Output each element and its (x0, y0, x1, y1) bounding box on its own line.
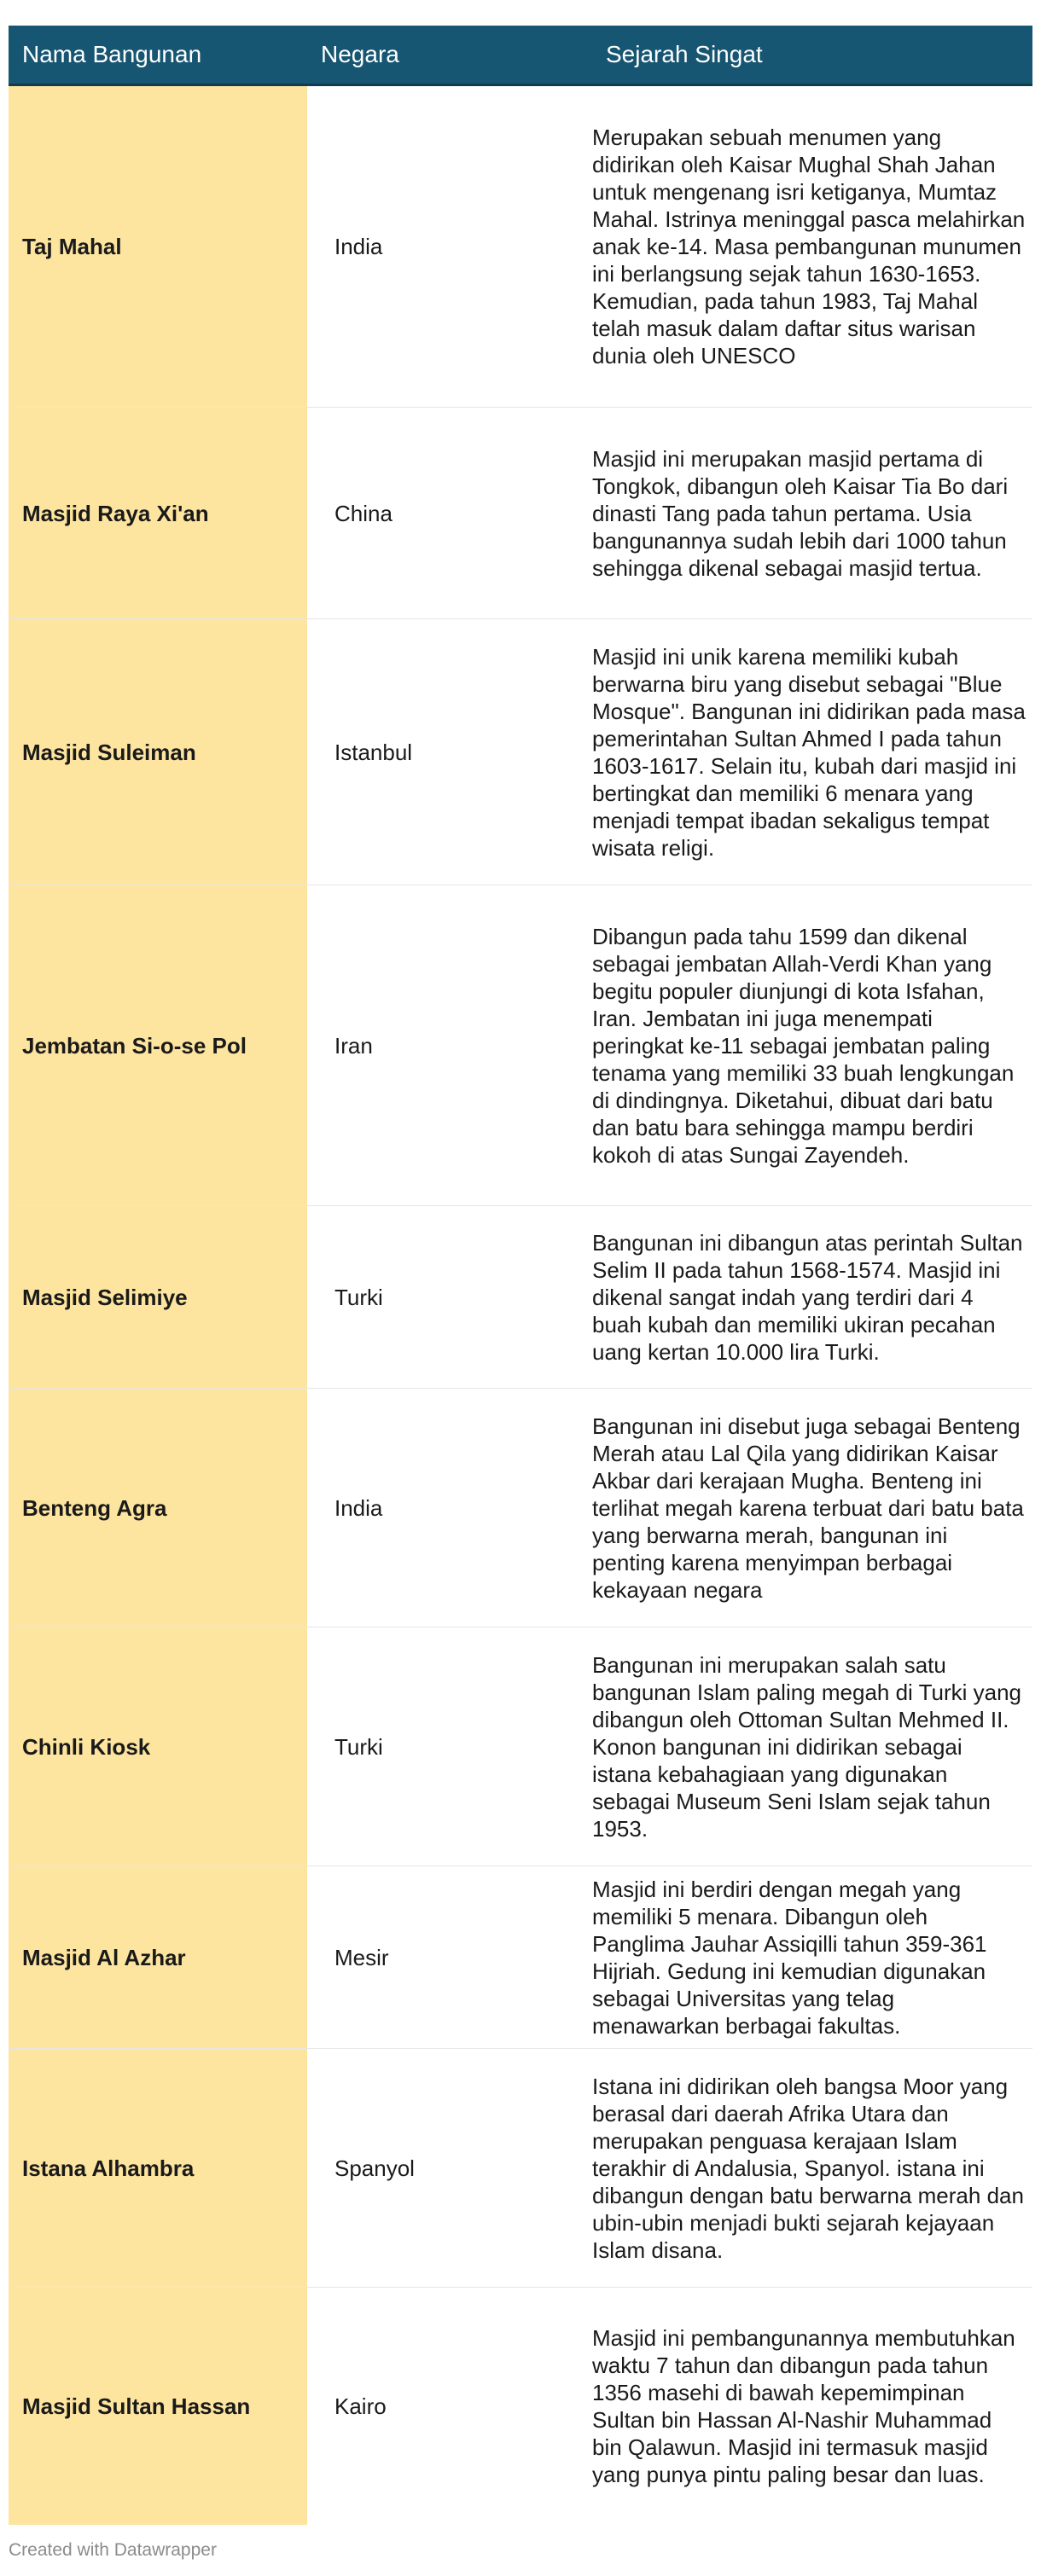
cell-negara: Turki (307, 1206, 592, 1389)
table-row (9, 1206, 1032, 1389)
cell-nama-bangunan: Taj Mahal (9, 85, 307, 408)
cell-sejarah: Masjid ini berdiri dengan megah yang memiliki 5 menara. Dibangun oleh Panglima Jauhar Assiqilli tahun 359-361 Hijriah. Gedung ini kemudian digunakan sebagai Universitas yang telag menawarkan berbagai fakultas. (592, 1866, 1032, 2049)
buildings-table (9, 26, 1032, 2525)
table-row (9, 2288, 1032, 2525)
table-row (9, 85, 1032, 408)
table-row (9, 885, 1032, 1206)
table-row (9, 1866, 1032, 2049)
cell-sejarah: Masjid ini pembangunannya membutuhkan waktu 7 tahun dan dibangun pada tahun 1356 masehi di bawah kepemimpinan Sultan bin Hassan Al-Nashir Muhammad bin Qalawun. Masjid ini termasuk masjid yang punya pintu paling besar dan luas. (592, 2324, 1015, 2487)
cell-negara: India (307, 85, 592, 408)
cell-nama-bangunan: Istana Alhambra (9, 2049, 307, 2288)
table-header (9, 26, 1032, 85)
cell-nama-bangunan: Masjid Suleiman (9, 619, 307, 885)
cell-negara: Istanbul (307, 619, 592, 885)
cell-sejarah: Bangunan ini merupakan salah satu bangunan Islam paling megah di Turki yang dibangun oleh Ottoman Sultan Mehmed II. Konon bangunan ini didirikan sebagai istana kebahagiaan yang digunakan sebagai Museum Seni Islam sejak tahun 1953. (592, 1627, 1032, 1866)
cell-negara: Spanyol (307, 2049, 592, 2288)
cell-nama-bangunan: Jembatan Si-o-se Pol (9, 885, 307, 1206)
cell-sejarah: Bangunan ini dibangun atas perintah Sultan Selim II pada tahun 1568-1574. Masjid ini dikenal sangat indah yang terdiri dari 4 buah kubah dan memiliki ukiran pecahan uang kertan 10.000 lira Turki. (592, 1206, 1032, 1389)
table-row (9, 408, 1032, 619)
cell-nama-bangunan: Masjid Sultan Hassan (9, 2288, 307, 2525)
header-row (9, 26, 1032, 85)
cell-sejarah: Masjid ini unik karena memiliki kubah berwarna biru yang disebut sebagai "Blue Mosque". Bangunan ini didirikan pada masa pemerintahan Sultan Ahmed I pada tahun 1603-1617. Selain itu, kubah dari masjid ini bertingkat dan memiliki 6 menara yang menjadi tempat ibadan sekaligus tempat wisata religi. (592, 619, 1032, 885)
datawrapper-credit[interactable]: Created with Datawrapper (9, 2540, 217, 2560)
column-header-nama-bangunan[interactable]: Nama Bangunan (9, 26, 307, 85)
cell-sejarah: Istana ini didirikan oleh bangsa Moor yang berasal dari daerah Afrika Utara dan merupakan penguasa kerajaan Islam terakhir di Andalusia, Spanyol. istana ini dibangun dengan batu berwarna merah dan ubin-ubin menjadi bukti sejarah kejayaan Islam disana. (592, 2049, 1032, 2288)
cell-nama-bangunan: Masjid Selimiye (9, 1206, 307, 1389)
cell-sejarah: Masjid ini merupakan masjid pertama di Tongkok, dibangun oleh Kaisar Tia Bo dari dinasti Tang pada tahun pertama. Usia bangunannya sudah lebih dari 1000 tahun sehingga dikenal sebagai masjid tertua. (592, 408, 1032, 619)
table-row (9, 619, 1032, 885)
cell-nama-bangunan: Masjid Al Azhar (9, 1866, 307, 2049)
cell-nama-bangunan: Masjid Raya Xi'an (9, 408, 307, 619)
table-body (9, 85, 1032, 2525)
cell-nama-bangunan: Chinli Kiosk (9, 1627, 307, 1866)
table-row (9, 1627, 1032, 1866)
cell-nama-bangunan: Benteng Agra (9, 1389, 307, 1627)
table-row (9, 1389, 1032, 1627)
cell-negara: Turki (307, 1627, 592, 1866)
table-row (9, 2049, 1032, 2288)
cell-sejarah: Bangunan ini disebut juga sebagai Benteng Merah atau Lal Qila yang didirikan Kaisar Akbar dari kerajaan Mugha. Benteng ini terlihat megah karena terbuat dari batu bata yang berwarna merah, bangunan ini penting karena menyimpan berbagai kekayaan negara (592, 1389, 1032, 1627)
column-header-sejarah-singat[interactable]: Sejarah Singat (592, 26, 1032, 85)
cell-sejarah: Dibangun pada tahu 1599 dan dikenal sebagai jembatan Allah-Verdi Khan yang begitu populer diunjungi di kota Isfahan, Iran. Jembatan ini juga menempati peringkat ke-11 sebagai jembatan paling tenama yang memiliki 33 buah lengkungan di dindingnya. Diketahui, dibuat dari batu dan batu bara sehingga mampu berdiri kokoh di atas Sungai Zayendeh. (592, 885, 1032, 1206)
cell-sejarah: Merupakan sebuah menumen yang didirikan oleh Kaisar Mughal Shah Jahan untuk mengenang isri ketiganya, Mumtaz Mahal. Istrinya meninggal pasca melahirkan anak ke-14. Masa pembangunan munumen ini berlangsung sejak tahun 1630-1653. Kemudian, pada tahun 1983, Taj Mahal telah masuk dalam daftar situs warisan dunia oleh UNESCO (592, 85, 1032, 408)
cell-negara: China (307, 408, 592, 619)
cell-negara: Kairo (334, 2393, 387, 2419)
datawrapper-table (9, 26, 1032, 2525)
cell-negara: Iran (307, 885, 592, 1206)
cell-negara: Mesir (307, 1866, 592, 2049)
cell-negara: India (307, 1389, 592, 1627)
column-header-negara[interactable]: Negara (307, 26, 592, 85)
